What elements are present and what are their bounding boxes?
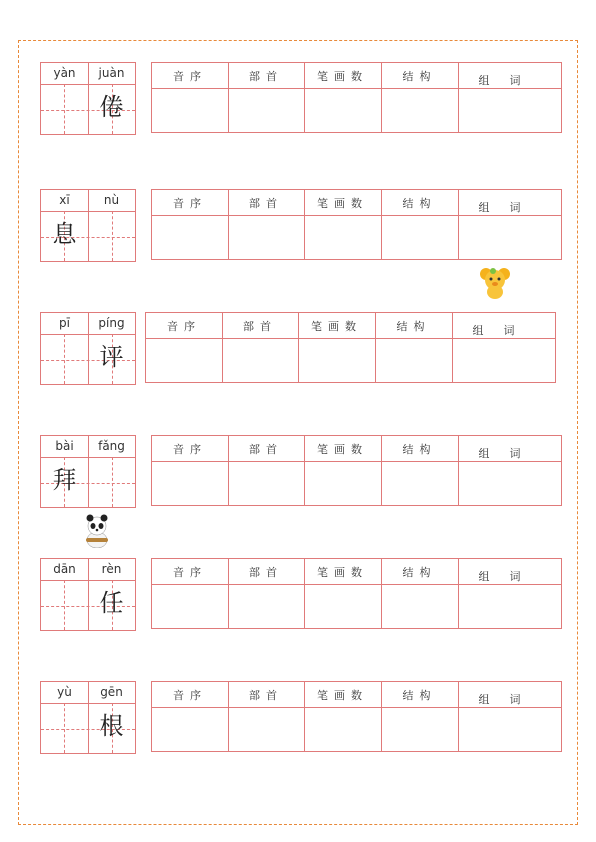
table-header-cell: 音序 <box>167 320 201 333</box>
answer-cell[interactable] <box>458 708 561 751</box>
table-header-cell: 音序 <box>173 443 207 456</box>
pinyin-right: rèn <box>101 562 122 576</box>
pinyin-left: yàn <box>53 66 76 80</box>
table-header-cell: 结构 <box>396 320 431 333</box>
answer-cell[interactable] <box>304 89 381 132</box>
pinyin-right: fǎng <box>98 439 125 453</box>
answer-cell[interactable] <box>381 585 458 628</box>
answer-cell[interactable] <box>452 339 555 382</box>
answer-cell[interactable] <box>298 339 375 382</box>
answer-cell[interactable] <box>152 462 228 505</box>
table-header-cell: 音序 <box>173 566 207 579</box>
table-header-cell: 部首 <box>249 70 283 83</box>
table-header-cell: 部首 <box>243 320 277 333</box>
character-block <box>0 189 596 263</box>
pinyin-left: bài <box>55 439 74 453</box>
answer-cell[interactable] <box>152 89 228 132</box>
analysis-table <box>151 681 562 752</box>
answer-cell[interactable] <box>458 462 561 505</box>
table-header-cell: 结构 <box>402 70 437 83</box>
answer-cell[interactable] <box>304 585 381 628</box>
table-header-cell: 部首 <box>249 197 283 210</box>
character-block <box>0 435 596 509</box>
table-header-cell: 结构 <box>402 197 437 210</box>
pinyin-left: yù <box>57 685 72 699</box>
answer-cell[interactable] <box>458 216 561 259</box>
grid-guide <box>64 84 65 134</box>
answer-cell[interactable] <box>375 339 452 382</box>
answer-cell[interactable] <box>304 462 381 505</box>
answer-cell[interactable] <box>146 339 222 382</box>
character-block <box>0 681 596 755</box>
table-header-cell: 组词 <box>478 570 541 583</box>
analysis-table <box>151 189 562 260</box>
grid-guide <box>64 580 65 630</box>
answer-cell[interactable] <box>458 89 561 132</box>
analysis-table <box>151 62 562 133</box>
hanzi-right: 评 <box>99 343 124 371</box>
answer-cell[interactable] <box>228 708 304 751</box>
table-header-cell: 部首 <box>249 689 283 702</box>
table-header-cell: 笔画数 <box>317 443 368 456</box>
table-header-cell: 组词 <box>478 693 541 706</box>
character-block <box>0 62 596 136</box>
analysis-table <box>151 558 562 629</box>
answer-cell[interactable] <box>228 89 304 132</box>
answer-cell[interactable] <box>304 708 381 751</box>
answer-cell[interactable] <box>152 585 228 628</box>
grid-guide <box>64 703 65 753</box>
answer-cell[interactable] <box>458 585 561 628</box>
table-header-cell: 结构 <box>402 566 437 579</box>
grid-guide <box>64 334 65 384</box>
table-header-cell: 部首 <box>249 443 283 456</box>
table-header-cell: 部首 <box>249 566 283 579</box>
pinyin-right: gēn <box>100 685 123 699</box>
hanzi-right: 任 <box>99 589 124 617</box>
hanzi-left: 拜 <box>52 466 77 494</box>
pinyin-right: píng <box>98 316 125 330</box>
table-header-cell: 组词 <box>472 324 535 337</box>
grid-guide <box>112 457 113 507</box>
answer-cell[interactable] <box>152 708 228 751</box>
answer-cell[interactable] <box>304 216 381 259</box>
table-header-cell: 笔画数 <box>317 70 368 83</box>
answer-cell[interactable] <box>228 462 304 505</box>
table-header-cell: 笔画数 <box>317 689 368 702</box>
pinyin-right: nù <box>103 193 120 207</box>
table-header-cell: 结构 <box>402 689 437 702</box>
answer-cell[interactable] <box>381 708 458 751</box>
table-header-cell: 结构 <box>402 443 437 456</box>
character-grid[interactable] <box>40 435 136 508</box>
table-header-cell: 音序 <box>173 689 207 702</box>
table-header-cell: 笔画数 <box>317 197 368 210</box>
answer-cell[interactable] <box>152 216 228 259</box>
table-header-cell: 组词 <box>478 201 541 214</box>
character-grid[interactable] <box>40 681 136 754</box>
panda-sticker-icon <box>82 514 112 548</box>
answer-cell[interactable] <box>222 339 298 382</box>
analysis-table <box>151 435 562 506</box>
answer-cell[interactable] <box>228 585 304 628</box>
answer-cell[interactable] <box>381 462 458 505</box>
grid-guide <box>112 211 113 261</box>
character-block <box>0 558 596 632</box>
character-grid[interactable] <box>40 62 136 135</box>
table-header-cell: 音序 <box>173 197 207 210</box>
table-header-cell: 笔画数 <box>317 566 368 579</box>
pinyin-left: pī <box>59 316 70 330</box>
character-block <box>0 312 596 386</box>
hanzi-right: 倦 <box>99 93 124 121</box>
character-grid[interactable] <box>40 189 136 262</box>
answer-cell[interactable] <box>228 216 304 259</box>
pinyin-left: xī <box>59 193 70 207</box>
character-grid[interactable] <box>40 558 136 631</box>
table-header-cell: 组词 <box>478 74 541 87</box>
answer-cell[interactable] <box>381 216 458 259</box>
character-grid[interactable] <box>40 312 136 385</box>
table-header-cell: 音序 <box>173 70 207 83</box>
bear-sticker-icon <box>478 266 512 300</box>
pinyin-right: juàn <box>98 66 125 80</box>
answer-cell[interactable] <box>381 89 458 132</box>
table-header-cell: 组词 <box>478 447 541 460</box>
hanzi-right: 根 <box>99 712 124 740</box>
analysis-table <box>145 312 556 383</box>
pinyin-left: dān <box>53 562 76 576</box>
hanzi-left: 息 <box>52 220 77 248</box>
table-header-cell: 笔画数 <box>311 320 362 333</box>
